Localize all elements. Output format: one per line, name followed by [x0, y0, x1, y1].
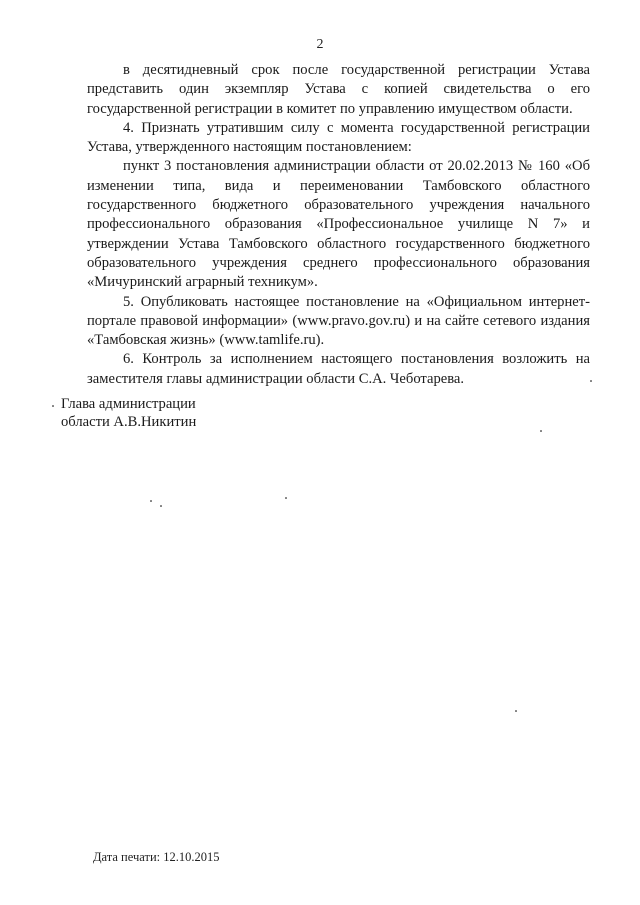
- scan-speck: [150, 500, 152, 502]
- page-number: 2: [316, 37, 324, 52]
- scan-speck: [160, 505, 162, 507]
- paragraph-item-5: 5. Опубликовать настоящее постановление на «Официальном интернет-портале правовой информации» (www.pravo.gov.ru) и на сайте сетевого издания «Тамбовская жизнь» (www.tamlife.ru).: [87, 293, 590, 349]
- print-date: Дата печати: 12.10.2015: [93, 850, 220, 864]
- paragraph-item-6: 6. Контроль за исполнением настоящего постановления возложить на заместителя главы администрации области С.А. Чеботарева.: [87, 351, 590, 387]
- scan-speck: [52, 405, 54, 407]
- signature-title: Глава администрации: [61, 396, 196, 412]
- paragraph-item-4: 4. Признать утратившим силу с момента государственной регистрации Устава, утвержденного настоящим постановлением:: [87, 119, 590, 156]
- scan-speck: [540, 430, 542, 432]
- paragraph-item-4-subpoint: пункт 3 постановления администрации области от 20.02.2013 № 160 «Об изменении типа, вида и переименовании Тамбовского областного государственного бюджетного образовательного учреждения начального профессионального образования «Профессиональное училище N 7» и утверждении Устава Тамбовского областного государственного бюджетного образовательного учреждения среднего профессионального образования «Мичуринский аграрный техникум».: [87, 158, 590, 291]
- scan-speck: [515, 710, 517, 712]
- scan-speck: [590, 380, 592, 382]
- signature-name: области А.В.Никитин: [61, 414, 197, 430]
- paragraph-registration-continuation: в десятидневный срок после государственной регистрации Устава представить один экземпляр Устава с копией свидетельства о его государственной регистрации в комитет по управлению имуществом области.: [87, 62, 590, 117]
- document-body: [87, 61, 590, 389]
- scan-speck: [285, 497, 287, 499]
- signature-block: [61, 395, 196, 431]
